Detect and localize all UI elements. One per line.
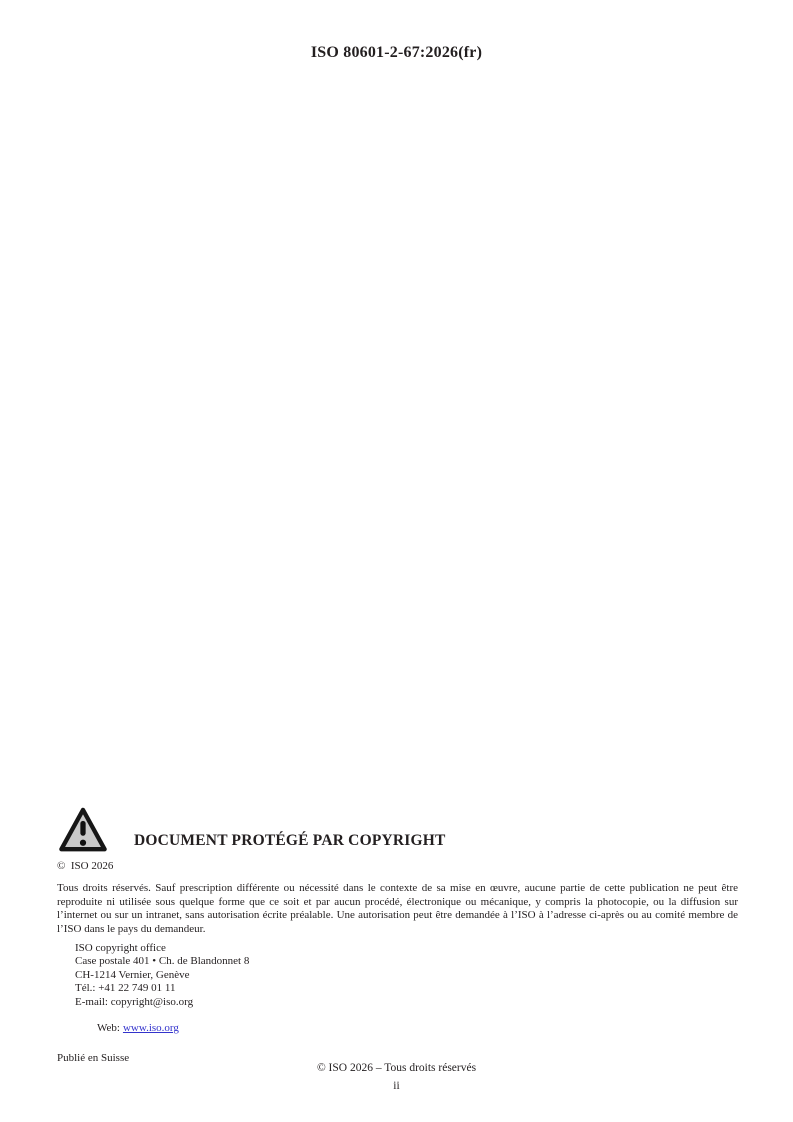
web-label: Web: [97,1022,120,1035]
address-line-web [75,1009,738,1049]
iso-address-block [75,942,738,1049]
document-reference-header: ISO 80601-2-67:2026(fr) [310,44,483,61]
copyright-body-text: Tous droits réservés. Sauf prescription différente ou nécessité dans le contexte de sa mise en œuvre, aucune partie de cette publication ne peut être reproduite ni utilisée sous quelque forme que ce soit et par aucun procédé, électronique ou mécanique, y compris la photocopie, ou la diffusion sur l’internet ou sur un intranet, sans autorisation écrite préalable. Une autorisation peut être demandée à l’ISO à l’adresse ci-après ou au comité membre de l’ISO dans le pays du demandeur. [57,882,738,935]
iso-website-link[interactable]: www.iso.org [122,1022,179,1035]
published-in-line: Publié en Suisse [57,1052,130,1065]
address-line-phone: Tél.: +41 22 749 01 11 [75,982,176,995]
copyright-banner-title: DOCUMENT PROTÉGÉ PAR COPYRIGHT [134,832,446,849]
address-line-office: ISO copyright office [75,942,166,955]
copyright-year-line: © ISO 2026 [57,860,114,872]
address-line-city: CH-1214 Vernier, Genève [75,968,190,981]
address-line-postal: Case postale 401 • Ch. de Blandonnet 8 [75,955,250,968]
copyright-banner [59,803,446,857]
page-footer [0,1061,793,1093]
address-line-email: E-mail: copyright@iso.org [75,995,194,1008]
footer-copyright-line: © ISO 2026 – Tous droits réservés [316,1062,477,1074]
copyright-notice [57,860,738,1066]
page-number: ii [393,1080,400,1092]
warning-triangle-icon [59,804,107,857]
